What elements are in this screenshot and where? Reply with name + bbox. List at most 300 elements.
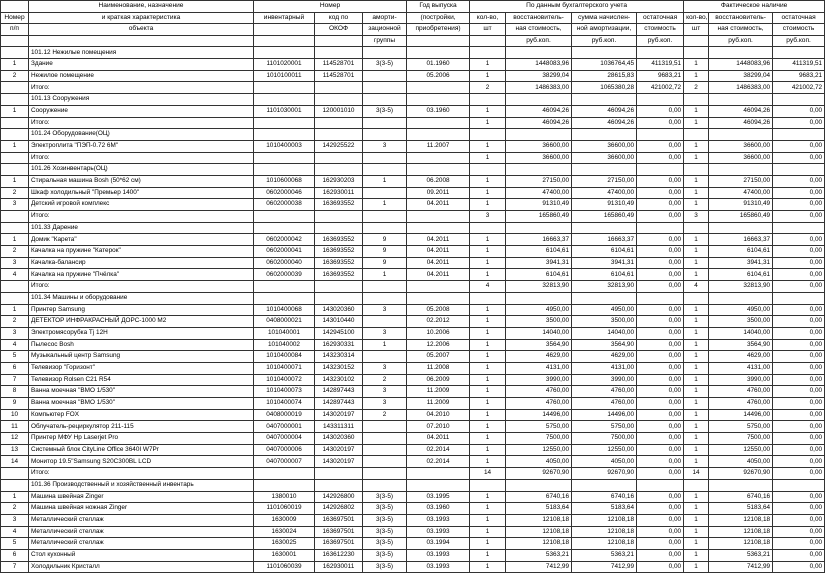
table-cell: 0,00: [773, 526, 825, 538]
table-cell: 0407000006: [254, 444, 315, 456]
table-cell: 3: [1, 257, 29, 269]
table-cell: [363, 444, 407, 456]
table-cell: 1: [684, 187, 709, 199]
table-cell: 163693552: [315, 199, 363, 211]
table-cell: [254, 468, 315, 480]
table-row: [1, 234, 825, 246]
table-cell: 0,00: [637, 421, 684, 433]
table-cell: [684, 164, 709, 176]
table-cell: 12108,18: [572, 514, 637, 526]
section-row: [1, 47, 825, 59]
header-cell: стоимость: [637, 24, 684, 36]
header-cell: код по: [315, 12, 363, 24]
table-cell: 11.2009: [407, 398, 470, 410]
table-cell: 4629,00: [572, 351, 637, 363]
table-cell: 0,00: [637, 444, 684, 456]
table-cell: [407, 281, 470, 293]
table-cell: 0,00: [637, 538, 684, 550]
table-cell: 04.2011: [407, 234, 470, 246]
table-cell: 0,00: [637, 561, 684, 573]
table-cell: 1: [470, 70, 506, 82]
table-cell: Пылесос Bosh: [29, 339, 254, 351]
table-cell: 1: [684, 269, 709, 281]
header-cell: шт: [684, 24, 709, 36]
table-row: [1, 199, 825, 211]
table-cell: 4760,00: [709, 386, 773, 398]
table-cell: 0,00: [637, 117, 684, 129]
table-cell: [1, 152, 29, 164]
table-cell: 12108,18: [506, 538, 572, 550]
table-cell: 1065380,28: [572, 82, 637, 94]
table-cell: [572, 94, 637, 106]
table-cell: 03.1993: [407, 526, 470, 538]
table-cell: 7412,99: [709, 561, 773, 573]
table-cell: 3: [1, 514, 29, 526]
table-cell: 2: [363, 409, 407, 421]
table-cell: 4050,00: [709, 456, 773, 468]
table-cell: 5183,64: [572, 503, 637, 515]
table-cell: 03.1960: [407, 503, 470, 515]
table-cell: [506, 222, 572, 234]
table-cell: 7500,00: [572, 433, 637, 445]
table-cell: [407, 152, 470, 164]
table-cell: 1: [470, 152, 506, 164]
table-cell: 9: [1, 398, 29, 410]
table-cell: 11.2007: [407, 140, 470, 152]
table-cell: 411319,51: [637, 59, 684, 71]
table-cell: 4760,00: [572, 398, 637, 410]
table-cell: 4950,00: [506, 304, 572, 316]
table-cell: 12: [1, 433, 29, 445]
table-cell: 7412,99: [506, 561, 572, 573]
table-cell: [254, 164, 315, 176]
table-cell: 03.1993: [407, 514, 470, 526]
table-cell: 0,00: [773, 211, 825, 223]
table-cell: 1: [470, 269, 506, 281]
table-cell: 1: [470, 246, 506, 258]
table-cell: 1: [684, 234, 709, 246]
table-cell: 14040,00: [572, 327, 637, 339]
table-cell: 0,00: [773, 444, 825, 456]
table-cell: 4050,00: [506, 456, 572, 468]
table-cell: 3(3-5): [363, 538, 407, 550]
table-cell: [1, 117, 29, 129]
table-cell: Стиральная машина Bosh (50*62 см): [29, 175, 254, 187]
table-cell: 143311311: [315, 421, 363, 433]
header-cell: руб.коп.: [572, 35, 637, 47]
table-cell: 27150,00: [709, 175, 773, 187]
table-cell: 1: [1, 140, 29, 152]
table-cell: 1: [470, 351, 506, 363]
table-cell: 1: [684, 152, 709, 164]
table-cell: 0407000001: [254, 421, 315, 433]
table-cell: 1: [684, 386, 709, 398]
table-cell: 0407000007: [254, 456, 315, 468]
table-cell: Электроплита "ПЭП-0.72 6М": [29, 140, 254, 152]
table-cell: 1: [470, 140, 506, 152]
header-cell: [29, 35, 254, 47]
table-row: [1, 105, 825, 117]
table-cell: Машина швейная Zinger: [29, 491, 254, 503]
table-cell: 3(3-5): [363, 503, 407, 515]
table-cell: 1: [684, 526, 709, 538]
table-cell: 1: [684, 257, 709, 269]
table-cell: [407, 129, 470, 141]
table-cell: Холодильник Кристалл: [29, 561, 254, 573]
table-cell: 1101060019: [254, 503, 315, 515]
table-cell: 0,00: [637, 152, 684, 164]
table-row: [1, 374, 825, 386]
table-cell: 1448083,96: [709, 59, 773, 71]
table-row: [1, 362, 825, 374]
table-cell: 3990,00: [506, 374, 572, 386]
table-cell: 46094,26: [572, 117, 637, 129]
section-title: 101.33 Дарение: [29, 222, 254, 234]
table-cell: 0,00: [773, 234, 825, 246]
table-cell: [684, 94, 709, 106]
table-cell: 32813,90: [709, 281, 773, 293]
table-cell: 5183,64: [709, 503, 773, 515]
table-cell: 2: [1, 246, 29, 258]
table-cell: 3: [1, 327, 29, 339]
table-row: [1, 386, 825, 398]
table-cell: [572, 129, 637, 141]
table-cell: 03.1994: [407, 538, 470, 550]
table-cell: [684, 129, 709, 141]
table-cell: [1, 281, 29, 293]
table-cell: 36600,00: [572, 140, 637, 152]
table-cell: 27150,00: [506, 175, 572, 187]
table-cell: 1: [684, 398, 709, 410]
table-cell: 3: [363, 304, 407, 316]
table-cell: Итого:: [29, 281, 254, 293]
table-cell: 1010400084: [254, 351, 315, 363]
table-cell: [407, 164, 470, 176]
table-cell: 3: [363, 362, 407, 374]
table-cell: [407, 222, 470, 234]
table-cell: Компьютер FOX: [29, 409, 254, 421]
header-cell: кол-во,: [684, 12, 709, 24]
table-cell: 3(3-5): [363, 514, 407, 526]
table-row: [1, 538, 825, 550]
table-cell: 5363,21: [506, 549, 572, 561]
table-cell: 1010400074: [254, 398, 315, 410]
table-cell: 46094,26: [572, 105, 637, 117]
table-cell: 0,00: [773, 398, 825, 410]
table-cell: 0,00: [773, 105, 825, 117]
table-cell: 4: [684, 281, 709, 293]
table-cell: 1448083,96: [506, 59, 572, 71]
table-cell: Электромясорубка Tj 12H: [29, 327, 254, 339]
table-cell: [315, 82, 363, 94]
table-cell: [773, 94, 825, 106]
table-cell: 1: [470, 175, 506, 187]
table-cell: Монитор 19.5"Samsung S20C300BL LCD: [29, 456, 254, 468]
table-cell: 46094,26: [709, 105, 773, 117]
table-cell: 1: [684, 409, 709, 421]
table-cell: [363, 117, 407, 129]
table-cell: [637, 129, 684, 141]
table-cell: [637, 292, 684, 304]
table-cell: [363, 316, 407, 328]
table-cell: Телевизор "Горизонт": [29, 362, 254, 374]
table-cell: 0,00: [773, 175, 825, 187]
table-cell: 1: [684, 199, 709, 211]
table-cell: 3941,31: [506, 257, 572, 269]
table-cell: 3(3-5): [363, 561, 407, 573]
table-cell: 143230152: [315, 362, 363, 374]
table-cell: [254, 47, 315, 59]
table-cell: 0,00: [773, 374, 825, 386]
header-cell: [407, 35, 470, 47]
table-cell: [407, 479, 470, 491]
table-cell: 36600,00: [506, 140, 572, 152]
subtotal-row: [1, 82, 825, 94]
table-cell: 1: [363, 175, 407, 187]
table-cell: [407, 47, 470, 59]
table-cell: 143020197: [315, 456, 363, 468]
table-cell: Металлический стеллаж: [29, 538, 254, 550]
table-cell: 1: [470, 374, 506, 386]
table-cell: 6740,16: [506, 491, 572, 503]
table-cell: 0,00: [637, 362, 684, 374]
table-cell: 1: [684, 503, 709, 515]
table-cell: 1: [684, 246, 709, 258]
table-cell: 4760,00: [506, 398, 572, 410]
table-body: [1, 47, 825, 573]
table-cell: 46094,26: [506, 105, 572, 117]
table-cell: Шкаф холодильный "Премьер 1400": [29, 187, 254, 199]
table-cell: [315, 211, 363, 223]
header-cell: объекта: [29, 24, 254, 36]
table-cell: [363, 47, 407, 59]
table-cell: Итого:: [29, 211, 254, 223]
table-cell: 91310,49: [572, 199, 637, 211]
header-cell: п/п: [1, 24, 29, 36]
table-cell: 02.2014: [407, 444, 470, 456]
table-cell: 1010400071: [254, 362, 315, 374]
table-cell: 3: [363, 398, 407, 410]
header-cell: остаточная: [637, 12, 684, 24]
table-cell: [407, 292, 470, 304]
table-cell: 1: [684, 362, 709, 374]
table-cell: [254, 82, 315, 94]
table-cell: 0,00: [773, 257, 825, 269]
header-cell: [1, 1, 29, 13]
table-cell: [1, 468, 29, 480]
table-cell: 10: [1, 409, 29, 421]
table-cell: [1, 82, 29, 94]
table-row: [1, 316, 825, 328]
table-row: [1, 257, 825, 269]
header-cell: ная стоимость,: [506, 24, 572, 36]
table-cell: 3941,31: [709, 257, 773, 269]
header-cell: шт: [470, 24, 506, 36]
header-cell: [315, 35, 363, 47]
table-cell: [1, 94, 29, 106]
table-cell: 1: [1, 175, 29, 187]
table-cell: 05.2008: [407, 304, 470, 316]
table-cell: [572, 222, 637, 234]
table-cell: [363, 94, 407, 106]
table-cell: 1486383,00: [506, 82, 572, 94]
table-cell: 28615,83: [572, 70, 637, 82]
table-cell: [315, 281, 363, 293]
table-cell: Принтер Samsung: [29, 304, 254, 316]
table-cell: 142926800: [315, 491, 363, 503]
header-cell: Номер: [1, 12, 29, 24]
table-cell: [684, 222, 709, 234]
table-cell: 1: [470, 456, 506, 468]
table-cell: [709, 129, 773, 141]
table-cell: 0,00: [637, 304, 684, 316]
table-cell: 0,00: [773, 433, 825, 445]
table-cell: [1, 129, 29, 141]
table-cell: 143020360: [315, 304, 363, 316]
table-cell: [315, 222, 363, 234]
section-title: 101.24 Оборудование(ОЦ): [29, 129, 254, 141]
table-cell: [363, 222, 407, 234]
table-cell: 36600,00: [572, 152, 637, 164]
table-cell: 03.1993: [407, 549, 470, 561]
table-cell: 1: [470, 538, 506, 550]
table-cell: 0,00: [773, 152, 825, 164]
table-cell: 3(3-5): [363, 491, 407, 503]
table-cell: [254, 94, 315, 106]
table-cell: 0,00: [637, 140, 684, 152]
table-cell: [470, 94, 506, 106]
table-cell: [572, 47, 637, 59]
table-cell: 0,00: [773, 491, 825, 503]
table-cell: 3: [363, 386, 407, 398]
table-cell: 0,00: [637, 175, 684, 187]
table-cell: 1380010: [254, 491, 315, 503]
table-cell: 1: [1, 491, 29, 503]
table-cell: 3: [684, 211, 709, 223]
table-cell: 0602000042: [254, 234, 315, 246]
table-row: [1, 514, 825, 526]
table-cell: 1010400068: [254, 304, 315, 316]
header-actual: Фактическое наличие: [684, 1, 825, 13]
table-cell: 0,00: [773, 117, 825, 129]
table-cell: 143020197: [315, 444, 363, 456]
table-cell: ДЕТЕКТОР ИНФРАКРАСНЫЙ ДОРС-1000 M2: [29, 316, 254, 328]
subtotal-row: [1, 211, 825, 223]
table-cell: 47400,00: [709, 187, 773, 199]
table-cell: 7: [1, 561, 29, 573]
table-cell: 162930331: [315, 339, 363, 351]
table-cell: [315, 47, 363, 59]
table-cell: 162930203: [315, 175, 363, 187]
subtotal-row: [1, 468, 825, 480]
table-cell: 1: [470, 491, 506, 503]
table-cell: 92670,90: [572, 468, 637, 480]
header-cell: группы: [363, 35, 407, 47]
table-cell: 5750,00: [506, 421, 572, 433]
table-cell: 1036764,45: [572, 59, 637, 71]
table-cell: 142925522: [315, 140, 363, 152]
table-cell: 165860,49: [572, 211, 637, 223]
table-cell: [407, 82, 470, 94]
table-cell: [506, 292, 572, 304]
table-cell: 1010400072: [254, 374, 315, 386]
table-cell: 3500,00: [709, 316, 773, 328]
table-cell: Металлический стеллаж: [29, 514, 254, 526]
table-cell: [315, 468, 363, 480]
table-cell: 0,00: [773, 386, 825, 398]
table-cell: 101040002: [254, 339, 315, 351]
table-cell: [315, 479, 363, 491]
table-cell: 1: [470, 234, 506, 246]
table-cell: 3(3-5): [363, 59, 407, 71]
table-cell: Принтер МФУ Hp Laserjet Pro: [29, 433, 254, 445]
header-cell: приобретения): [407, 24, 470, 36]
table-cell: 0,00: [773, 327, 825, 339]
table-cell: 0,00: [773, 199, 825, 211]
table-cell: [315, 164, 363, 176]
table-cell: 0,00: [773, 246, 825, 258]
table-cell: 4: [470, 281, 506, 293]
header-cell: руб.коп.: [773, 35, 825, 47]
table-cell: 04.2011: [407, 269, 470, 281]
table-cell: 11.2009: [407, 386, 470, 398]
table-cell: 2: [1, 187, 29, 199]
table-cell: 163693552: [315, 257, 363, 269]
table-cell: 7500,00: [506, 433, 572, 445]
table-cell: 0,00: [637, 374, 684, 386]
table-cell: [1, 47, 29, 59]
table-cell: 6: [1, 362, 29, 374]
table-cell: 1: [684, 327, 709, 339]
table-cell: [572, 292, 637, 304]
table-cell: 3500,00: [572, 316, 637, 328]
table-cell: [470, 222, 506, 234]
table-cell: [709, 479, 773, 491]
table-cell: 143010440: [315, 316, 363, 328]
table-cell: 1: [684, 561, 709, 573]
table-row: [1, 59, 825, 71]
table-cell: 14: [684, 468, 709, 480]
table-cell: 5183,64: [506, 503, 572, 515]
table-cell: [572, 164, 637, 176]
table-cell: 1630001: [254, 549, 315, 561]
table-cell: 3: [470, 211, 506, 223]
table-cell: Детский игровой комплекс: [29, 199, 254, 211]
table-cell: 4950,00: [709, 304, 773, 316]
table-cell: 3(3-5): [363, 105, 407, 117]
table-cell: 421002,72: [773, 82, 825, 94]
table-cell: 163693552: [315, 246, 363, 258]
table-cell: 1: [684, 538, 709, 550]
table-cell: 163697501: [315, 514, 363, 526]
table-cell: 1: [684, 70, 709, 82]
section-title: 101.34 Машины и оборудование: [29, 292, 254, 304]
table-cell: [506, 164, 572, 176]
table-cell: 3941,31: [572, 257, 637, 269]
table-row: [1, 526, 825, 538]
table-cell: 1: [470, 187, 506, 199]
table-cell: [709, 47, 773, 59]
table-cell: Итого:: [29, 117, 254, 129]
table-cell: 14040,00: [506, 327, 572, 339]
table-cell: 02.2014: [407, 456, 470, 468]
table-cell: Сооружение: [29, 105, 254, 117]
table-cell: 16663,37: [506, 234, 572, 246]
table-cell: 6104,61: [572, 246, 637, 258]
table-cell: 163697501: [315, 538, 363, 550]
table-cell: 11: [1, 421, 29, 433]
header-name: Наименование, назначение: [29, 1, 254, 13]
